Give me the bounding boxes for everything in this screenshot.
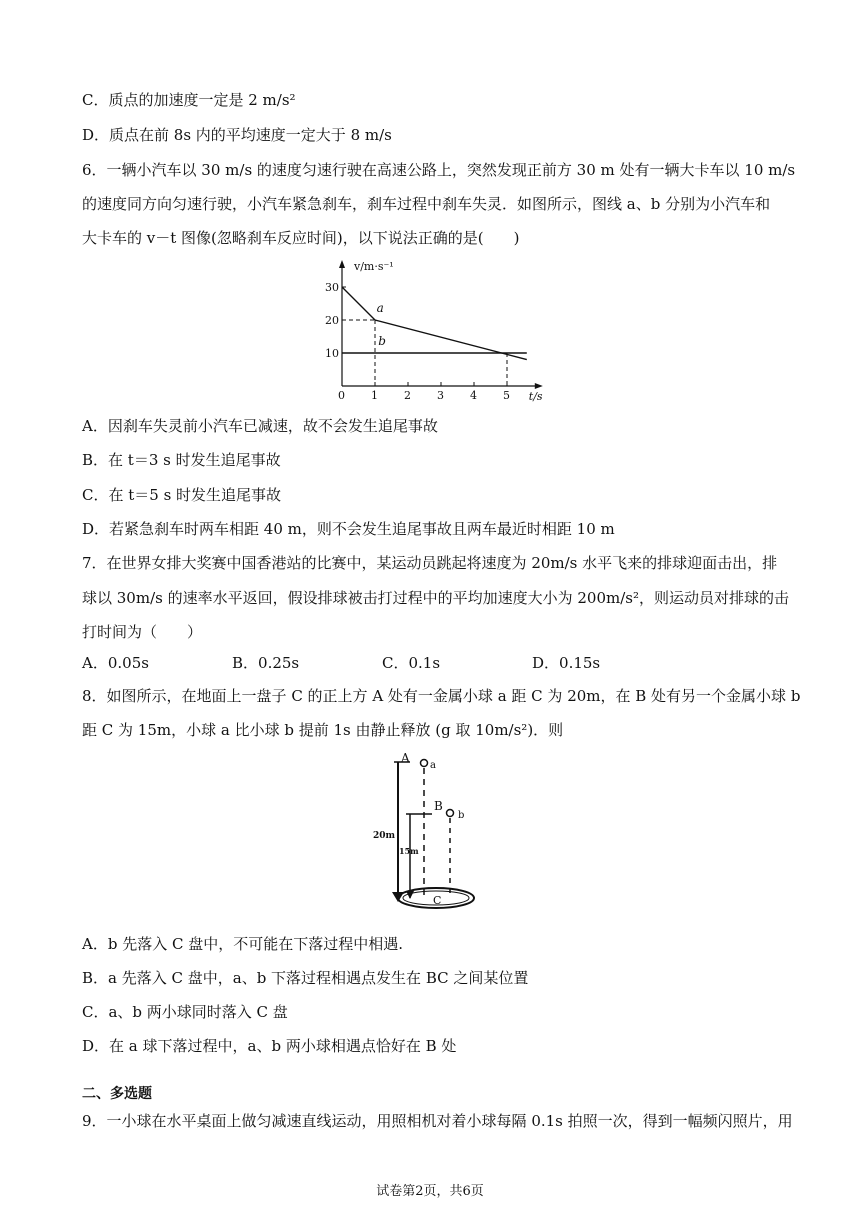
q6-stem-line-3: 大卡车的 v－t 图像(忽略刹车反应时间)，以下说法正确的是( ) (82, 229, 520, 247)
q7-option-b: B．0.25s (232, 654, 300, 672)
q7-option-d: D．0.15s (532, 654, 601, 672)
series-label-b: b (378, 333, 386, 348)
q7-stem-line-2: 球以 30m/s 的速率水平返回，假设排球被击打过程中的平均加速度大小为 200m/s²，则运动员对排球的击 (82, 589, 789, 607)
label-B: B (434, 799, 443, 813)
q6-option-b: B．在 t＝3 s 时发生追尾事故 (82, 451, 281, 469)
q7-options (82, 652, 782, 672)
y-axis-arrow (339, 260, 345, 268)
q6-option-a: A．因刹车失灵前小汽车已减速，故不会发生追尾事故 (82, 417, 438, 435)
series-label-a: a (376, 300, 384, 315)
q5-option-c: C．质点的加速度一定是 2 m/s² (82, 91, 296, 109)
x-axis-arrow (535, 383, 543, 389)
y-tick-label: 10 (325, 347, 339, 360)
page-footer: 试卷第2页，共6页 (376, 1184, 484, 1199)
q8-option-c: C．a、b 两小球同时落入 C 盘 (82, 1003, 288, 1021)
y-tick-label: 30 (325, 281, 339, 294)
q6-option-c: C．在 t＝5 s 时发生追尾事故 (82, 486, 282, 504)
ball-a (421, 760, 428, 767)
x-tick-label: 5 (503, 389, 510, 402)
q5-option-d: D．质点在前 8s 内的平均速度一定大于 8 m/s (82, 126, 392, 144)
label-20m: 20m (373, 831, 396, 841)
x-axis-label: t/s (528, 390, 543, 403)
label-C: C (433, 894, 442, 907)
q6-stem-line-1: 6．一辆小汽车以 30 m/s 的速度匀速行驶在高速公路上，突然发现正前方 30 m 处有一辆大卡车以 10 m/s (82, 161, 796, 179)
label-b: b (458, 810, 465, 821)
y-axis-label: v/m·s⁻¹ (354, 260, 394, 273)
q6-option-d: D．若紧急刹车时两车相距 40 m，则不会发生追尾事故且两车最近时相距 10 m (82, 520, 615, 538)
q8-option-b: B．a 先落入 C 盘中，a、b 下落过程相遇点发生在 BC 之间某位置 (82, 969, 529, 987)
q6-stem-line-2: 的速度同方向匀速行驶，小汽车紧急刹车，刹车过程中刹车失灵．如图所示，图线 a、b 分别为小汽车和 (82, 195, 771, 213)
label-a: a (430, 760, 436, 771)
label-15m: 15m (399, 846, 419, 856)
label-A: A (401, 751, 410, 765)
vt-chart (310, 252, 550, 408)
x-tick-label: 2 (404, 389, 411, 402)
q9-stem-line-1: 9．一小球在水平桌面上做匀减速直线运动，用照相机对着小球每隔 0.1s 拍照一次，得到一幅频闪照片，用 (82, 1112, 793, 1130)
q7-stem-line-1: 7．在世界女排大奖赛中国香港站的比赛中，某运动员跳起将速度为 20m/s 水平飞来的排球迎面击出，排 (82, 554, 778, 572)
q8-option-a: A．b 先落入 C 盘中，不可能在下落过程中相遇. (82, 935, 403, 953)
ball-b (447, 810, 454, 817)
section-heading-multiple-choice: 二、多选题 (82, 1086, 152, 1102)
series-line-a (342, 287, 527, 360)
q7-option-a: A．0.05s (82, 654, 149, 672)
q7-stem-line-3: 打时间为（ ） (82, 623, 203, 641)
q8-option-d: D．在 a 球下落过程中，a、b 两小球相遇点恰好在 B 处 (82, 1037, 457, 1055)
free-fall-figure (370, 750, 490, 916)
x-tick-label: 0 (338, 389, 345, 402)
q8-stem-line-1: 8．如图所示，在地面上一盘子 C 的正上方 A 处有一金属小球 a 距 C 为 20m，在 B 处有另一个金属小球 b (82, 687, 801, 705)
q8-stem-line-2: 距 C 为 15m，小球 a 比小球 b 提前 1s 由静止释放 (g 取 10m/s²)．则 (82, 721, 564, 739)
q7-option-c: C．0.1s (382, 654, 441, 672)
x-tick-label: 4 (470, 389, 477, 402)
y-tick-label: 20 (325, 314, 339, 327)
x-tick-label: 3 (437, 389, 444, 402)
x-tick-label: 1 (371, 389, 378, 402)
